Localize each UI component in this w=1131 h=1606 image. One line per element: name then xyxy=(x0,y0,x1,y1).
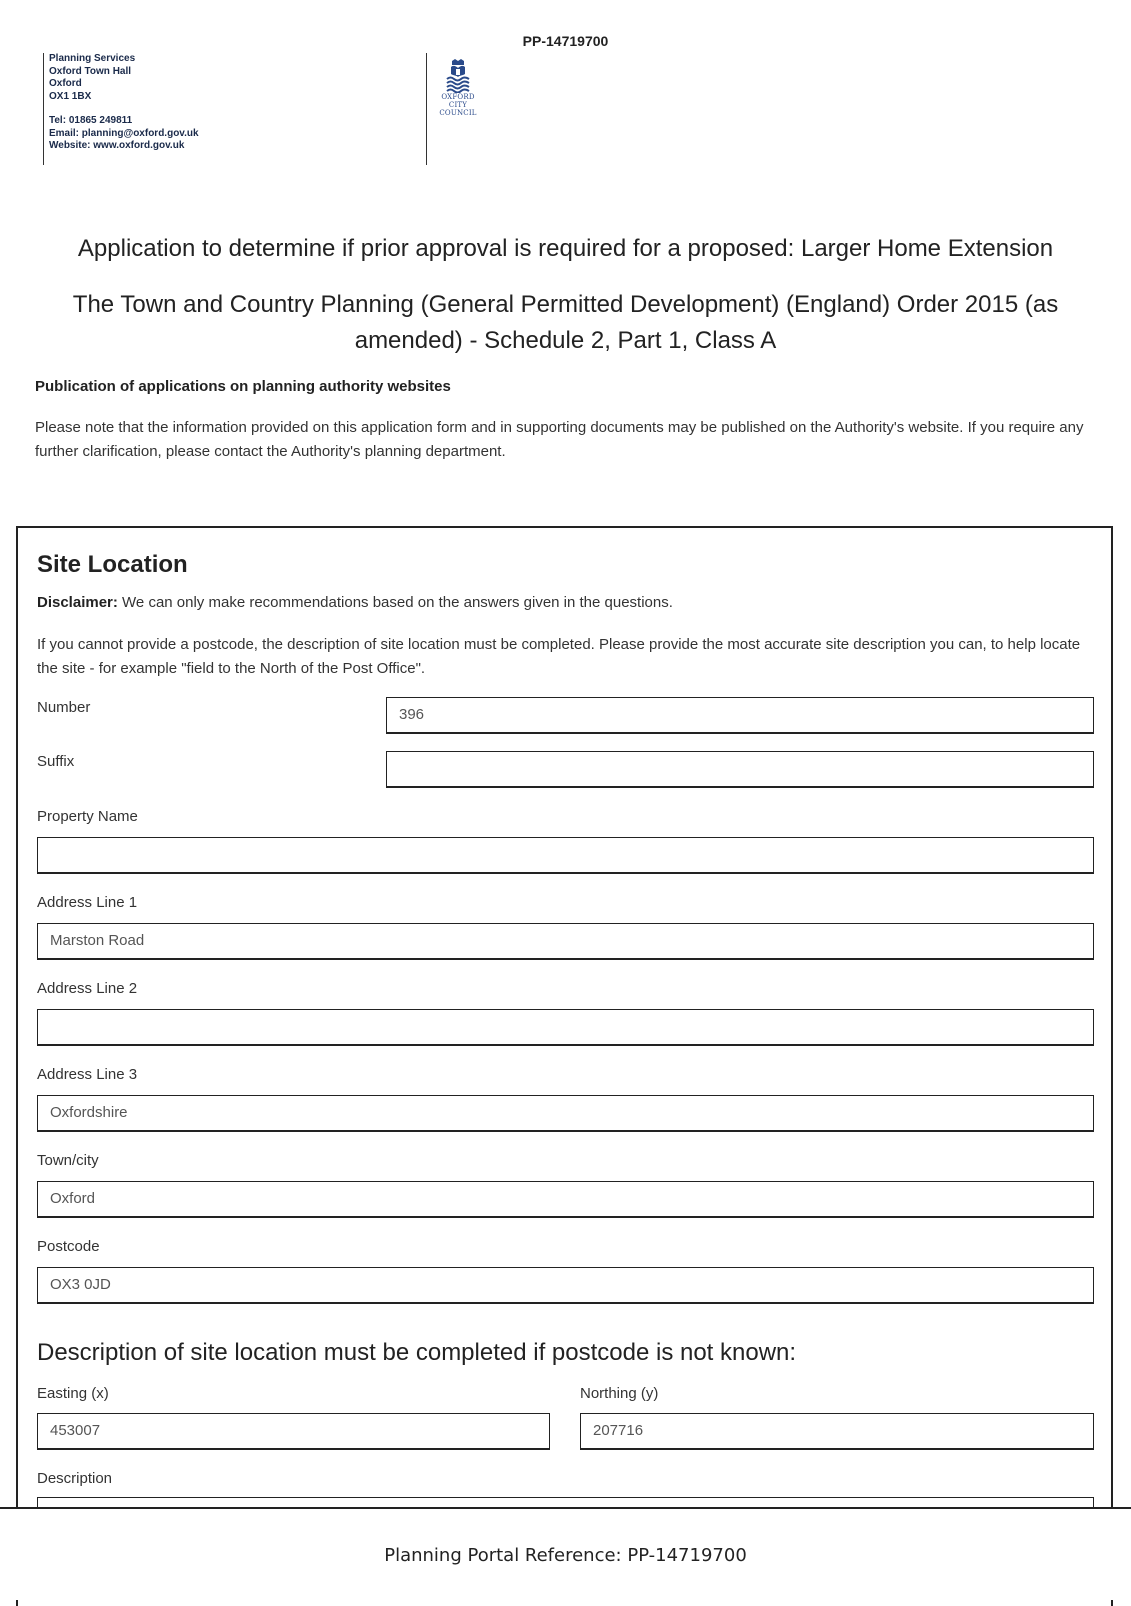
address-line-building: Oxford Town Hall xyxy=(49,65,132,77)
postcode-field[interactable]: OX3 0JD xyxy=(37,1267,1094,1304)
address-line-postcode: OX1 1BX xyxy=(49,90,92,102)
easting-field[interactable]: 453007 xyxy=(37,1413,550,1450)
suffix-field[interactable] xyxy=(386,751,1094,788)
disclaimer-label: Disclaimer: xyxy=(37,594,118,611)
number-field[interactable]: 396 xyxy=(386,697,1094,734)
footer-divider xyxy=(0,1507,1131,1509)
suffix-label: Suffix xyxy=(37,753,75,770)
property-name-label: Property Name xyxy=(37,808,138,825)
oxford-crest-icon xyxy=(443,57,473,93)
northing-label: Northing (y) xyxy=(580,1385,659,1402)
number-label: Number xyxy=(37,699,91,716)
description-label: Description xyxy=(37,1470,113,1487)
council-email: Email: planning@oxford.gov.uk xyxy=(49,127,199,139)
council-address-block xyxy=(43,53,199,165)
easting-label: Easting (x) xyxy=(37,1385,109,1402)
address-line-3-field[interactable]: Oxfordshire xyxy=(37,1095,1094,1132)
address-line-city: Oxford xyxy=(49,78,82,89)
address-line-2-label: Address Line 2 xyxy=(37,980,138,997)
publication-heading: Publication of applications on planning authority websites xyxy=(35,378,451,395)
address-line-1-field[interactable]: Marston Road xyxy=(37,923,1094,960)
footer-reference: Planning Portal Reference: PP-14719700 xyxy=(384,1545,747,1566)
site-location-help-text: If you cannot provide a postcode, the description of site location must be completed. Please provide the most accurate site description you can, to help locate the site - for example "field to the North of the Post Office". xyxy=(37,636,1081,677)
oxford-city-council-logo xyxy=(437,57,479,117)
address-line-department: Planning Services xyxy=(49,53,136,64)
header-divider xyxy=(426,53,427,165)
form-legislation-subtitle: The Town and Country Planning (General Permitted Development) (England) Order 2015 (as amended) - Schedule 2, Part 1, Class A xyxy=(72,291,1059,354)
council-website: Website: www.oxford.gov.uk xyxy=(49,140,185,151)
northing-field[interactable]: 207716 xyxy=(580,1413,1094,1450)
postcode-label: Postcode xyxy=(37,1238,100,1255)
address-line-2-field[interactable] xyxy=(37,1009,1094,1046)
address-line-3-label: Address Line 3 xyxy=(37,1066,138,1083)
site-description-heading: Description of site location must be completed if postcode is not known: xyxy=(37,1339,797,1366)
form-title: Application to determine if prior approval is required for a proposed: Larger Home Extension xyxy=(77,235,1054,262)
property-name-field[interactable] xyxy=(37,837,1094,874)
disclaimer-text: We can only make recommendations based on the answers given in the questions. xyxy=(117,594,673,611)
disclaimer xyxy=(37,594,673,611)
logo-text-oxford: OXFORD xyxy=(441,93,475,101)
address-line-1-label: Address Line 1 xyxy=(37,894,138,911)
town-city-field[interactable]: Oxford xyxy=(37,1181,1094,1218)
council-telephone: Tel: 01865 249811 xyxy=(49,115,133,126)
publication-notice: Please note that the information provided on this application form and in supporting documents may be published on the Authority's website. If you require any further clarification, please contact the Authority's planning department. xyxy=(35,419,1084,460)
logo-text-council: COUNCIL xyxy=(439,109,477,117)
town-city-label: Town/city xyxy=(37,1152,99,1169)
logo-text-city: CITY xyxy=(448,101,468,109)
site-location-title: Site Location xyxy=(37,551,188,578)
application-reference: PP-14719700 xyxy=(522,33,609,49)
